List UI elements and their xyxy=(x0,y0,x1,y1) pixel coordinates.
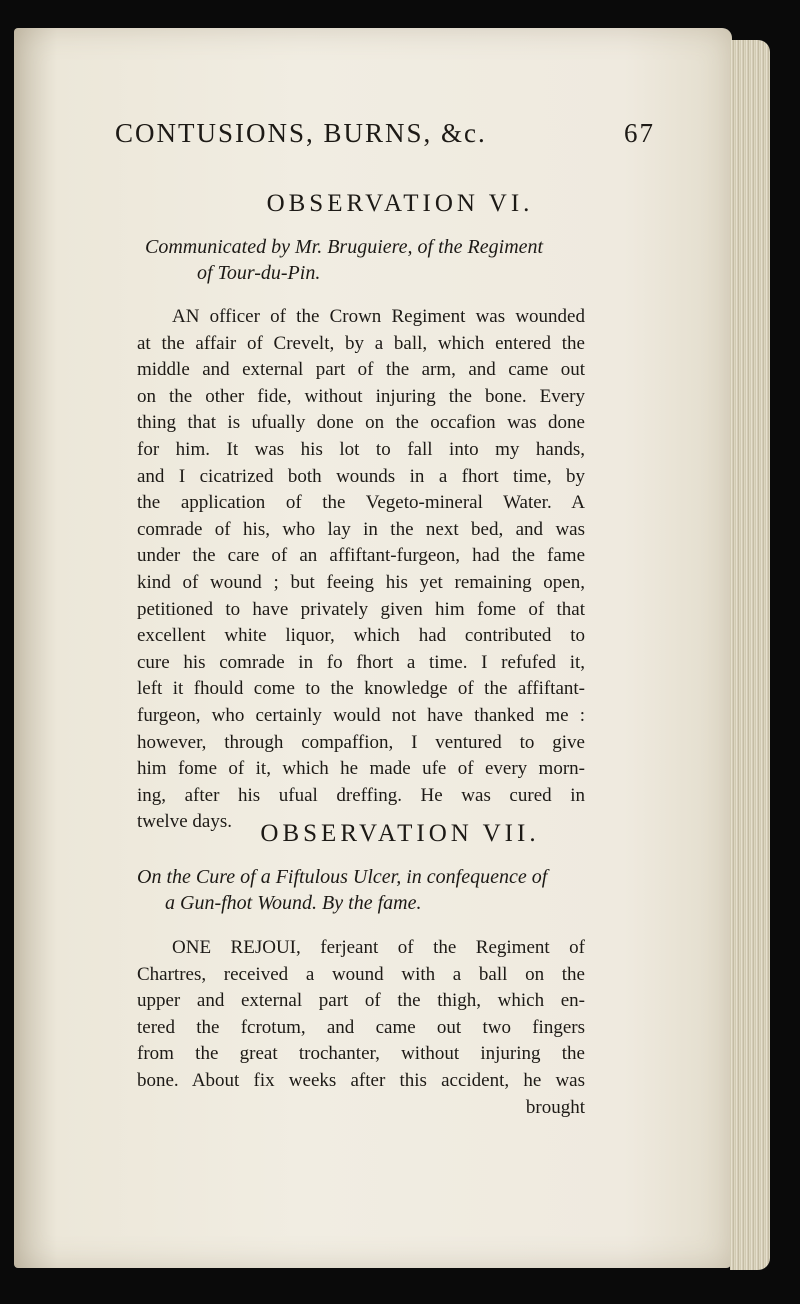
text-line: AN officer of the Crown Regiment was wounded xyxy=(172,306,585,327)
text-line: comrade of his, who lay in the next bed, and was xyxy=(137,518,585,540)
observation-7-title: OBSERVATION VII. xyxy=(260,820,540,847)
text-line: twelve days. xyxy=(137,811,232,833)
text-line: middle and external part of the arm, and came out xyxy=(137,359,585,381)
text-line: bone. About fix weeks after this accident, he was xyxy=(137,1070,585,1091)
text-line: ONE REJOUI, ferjeant of the Regiment of xyxy=(172,937,585,958)
text-line: left it fhould come to the knowledge of the affiftant- xyxy=(137,678,585,700)
text-line: furgeon, who certainly would not have thanked me : xyxy=(137,705,585,726)
text-line: at the affair of Crevelt, by a ball, which entered the xyxy=(137,332,585,354)
page-number: 67 xyxy=(624,118,655,148)
text-line: tered the fcrotum, and came out two fingers xyxy=(137,1016,585,1038)
text-line: Chartres, received a wound with a ball on the xyxy=(137,963,585,985)
text-line: on the other fide, without injuring the bone. Every xyxy=(137,385,585,407)
text-line: kind of wound ; but feeing his yet remaining open, xyxy=(137,572,585,593)
observation-6-byline-1: Communicated by Mr. Bruguiere, of the Regiment xyxy=(145,236,544,258)
text-line: cure his comrade in fo fhort a time. I refufed it, xyxy=(137,651,585,673)
observation-6-title: OBSERVATION VI. xyxy=(266,190,534,217)
text-line: under the care of an affiftant-furgeon, had the fame xyxy=(137,545,585,567)
observation-6-byline-2: of Tour-du-Pin. xyxy=(197,262,321,284)
text-line: petitioned to have privately given him fome of that xyxy=(137,598,585,620)
text-line: however, through compaffion, I ventured to give xyxy=(137,731,585,753)
observation-7-subtitle-2: a Gun-fhot Wound. By the fame. xyxy=(165,892,422,914)
text-line: from the great trochanter, without injuring the xyxy=(137,1043,585,1065)
running-title: CONTUSIONS, BURNS, &c. xyxy=(115,118,487,148)
text-line: the application of the Vegeto-mineral Water. A xyxy=(137,492,585,514)
text-line: for him. It was his lot to fall into my hands, xyxy=(137,439,585,460)
text-line: brought xyxy=(525,1096,585,1118)
running-header xyxy=(115,118,655,149)
observation-7-subtitle-1: On the Cure of a Fiftulous Ulcer, in confequence of xyxy=(137,866,548,888)
text-line: upper and external part of the thigh, which en- xyxy=(137,990,585,1012)
text-line: thing that is ufually done on the occafion was done xyxy=(137,412,585,434)
text-line: and I cicatrized both wounds in a fhort time, by xyxy=(137,465,585,487)
text-line: ing, after his ufual dreffing. He was cured in xyxy=(137,784,585,806)
text-line: him fome of it, which he made ufe of every morn- xyxy=(137,758,585,780)
page-edges xyxy=(730,40,770,1270)
text-line: excellent white liquor, which had contributed to xyxy=(137,625,585,647)
